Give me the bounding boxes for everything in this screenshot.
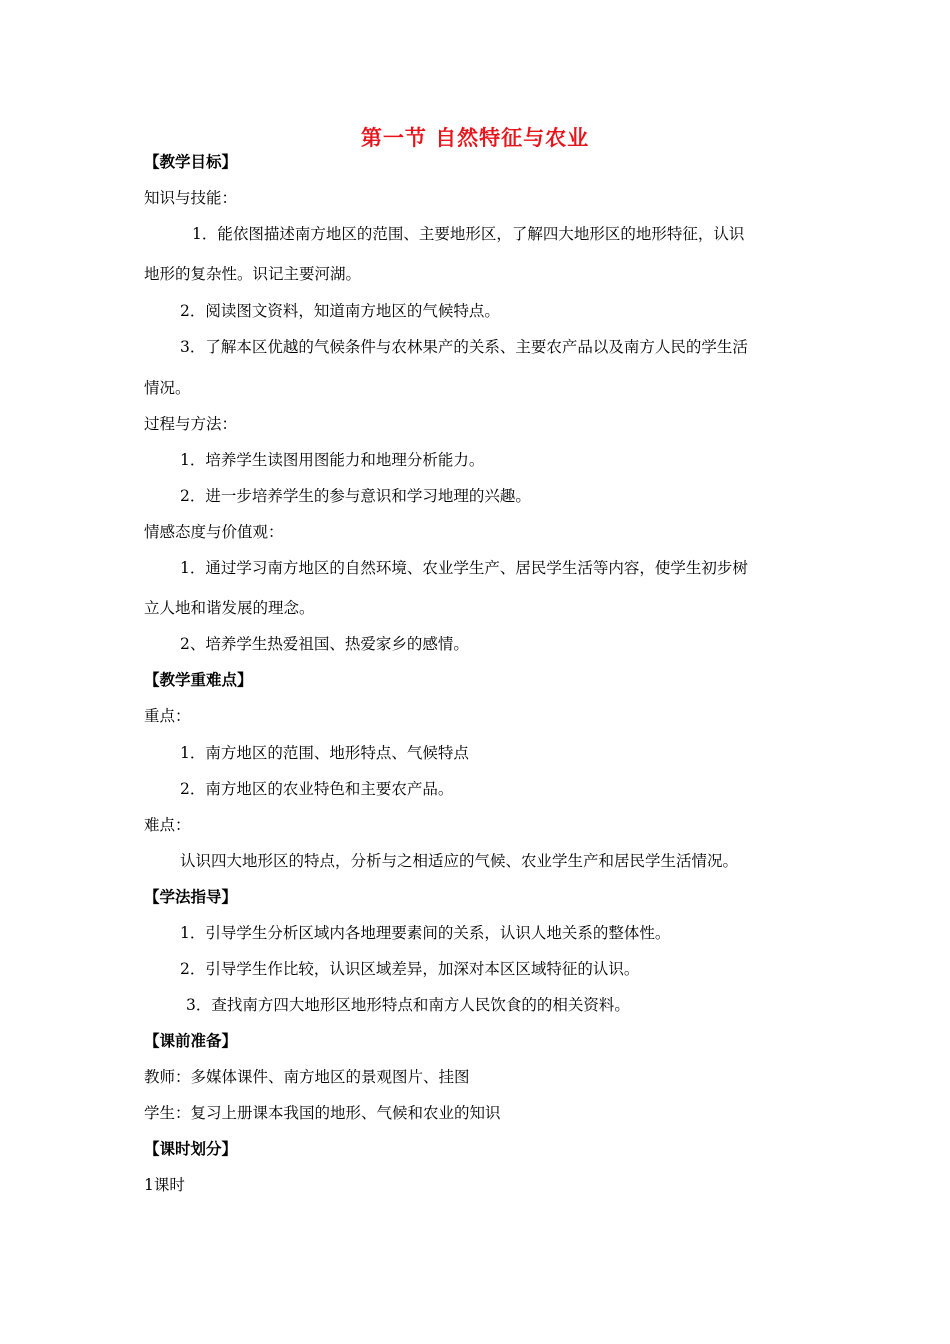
knowledge-item-1: 1．能依图描述南方地区的范围、主要地形区，了解四大地形区的地形特征，认识 [192,225,745,243]
knowledge-item-3-cont: 情况。 [144,379,191,397]
key-item-1: 1．南方地区的范围、地形特点、气候特点 [180,744,469,762]
attitude-item-1-cont: 立人地和谐发展的理念。 [144,599,315,617]
key-item-2: 2．南方地区的农业特色和主要农产品。 [180,780,454,798]
knowledge-item-2: 2．阅读图文资料，知道南方地区的气候特点。 [180,302,500,320]
knowledge-label: 知识与技能： [144,189,238,207]
difficult-label: 难点： [144,816,191,834]
method-heading: 【学法指导】 [144,887,238,906]
attitude-item-2: 2、培养学生热爱祖国、热爱家乡的感情。 [180,635,469,653]
attitude-item-1: 1．通过学习南方地区的自然环境、农业学生产、居民学生活等内容，使学生初步树 [180,559,748,577]
knowledge-item-1-cont: 地形的复杂性。识记主要河湖。 [144,265,362,283]
key-label: 重点： [144,707,191,725]
prep-teacher: 教师：多媒体课件、南方地区的景观图片、挂图 [144,1068,470,1086]
schedule-heading: 【课时划分】 [144,1139,238,1158]
method-item-1: 1．引导学生分析区域内各地理要素间的关系，认识人地关系的整体性。 [180,924,671,942]
difficult-text: 认识四大地形区的特点，分析与之相适应的气候、农业学生产和居民学生活情况。 [180,852,739,870]
process-item-1: 1．培养学生读图用图能力和地理分析能力。 [180,451,485,469]
prep-heading: 【课前准备】 [144,1031,238,1050]
key-points-heading: 【教学重难点】 [144,670,253,689]
knowledge-item-3: 3．了解本区优越的气候条件与农林果产的关系、主要农产品以及南方人民的学生活 [180,338,748,356]
schedule-text: 1课时 [144,1176,185,1194]
attitude-label: 情感态度与价值观： [144,523,284,541]
document-title: 第一节 自然特征与农业 [360,125,590,150]
method-item-2: 2．引导学生作比较，认识区域差异，加深对本区区域特征的认识。 [180,960,640,978]
method-item-3: 3．查找南方四大地形区地形特点和南方人民饮食的的相关资料。 [186,996,630,1014]
prep-student: 学生：复习上册课本我国的地形、气候和农业的知识 [144,1104,501,1122]
process-label: 过程与方法： [144,415,238,433]
objectives-heading: 【教学目标】 [144,152,238,171]
process-item-2: 2．进一步培养学生的参与意识和学习地理的兴趣。 [180,487,531,505]
